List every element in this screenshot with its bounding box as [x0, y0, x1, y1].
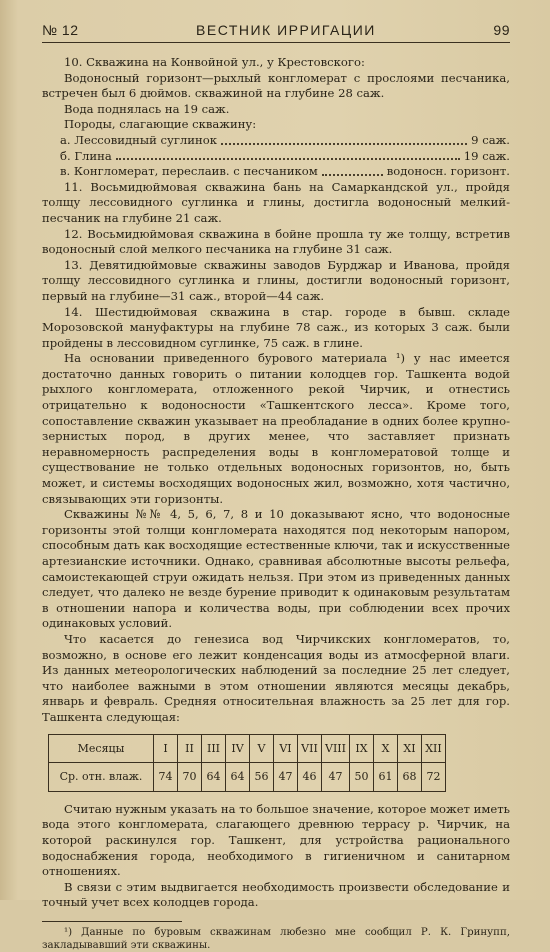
rock-label: в. Конгломерат, переслаив. с песчаником [60, 164, 318, 179]
dot-leader [221, 133, 467, 145]
issue-number: № 12 [42, 22, 79, 38]
month-cell: I [154, 734, 178, 763]
well-10-title: 10. Скважина на Конвойной ул., у Крестовского: [64, 55, 365, 69]
month-cell: V [250, 734, 274, 763]
humidity-cell: 72 [421, 763, 445, 792]
humidity-cell: 56 [250, 763, 274, 792]
paragraph-well-12: 12. Восьмидюймовая скважина в бойне прошла ту же толщу, встретив водоносный слой мелкого песчаника на глубине 31 саж. [42, 226, 510, 257]
journal-title: ВЕСТНИК ИРРИГАЦИИ [196, 22, 376, 38]
humidity-cell: 61 [373, 763, 397, 792]
rock-value: водоносн. горизонт. [386, 164, 510, 179]
month-cell: II [178, 734, 202, 763]
article-body [42, 55, 510, 952]
running-header [42, 22, 510, 43]
humidity-cell: 47 [274, 763, 298, 792]
paragraph-basis: На основании приведенного бурового материала ¹) у нас имеется достаточно данных говорить о питании колодцев гор. Ташкента водой рыхлого конгломерата, отложенного рекой Чирчик, и отнестись отрицательно к водоносности «Ташкентского лесса». Кроме того, сопоставление скважин указывает на преобладание в одних более крупно-зернистых пород, в других менее, что заставляет признать неравномерность распределения воды в конгломератовой толще и существование не только отдельных водоносных горизонтов, но, быть может, и системы восходящих водоносных жил, возможно, хотя частично, связывающих эти горизонты. [42, 351, 510, 506]
humidity-cell: 64 [226, 763, 250, 792]
humidity-cell: 64 [202, 763, 226, 792]
rock-label: а. Лессовидный суглинок [60, 132, 217, 147]
month-cell: III [202, 734, 226, 763]
month-cell: IV [226, 734, 250, 763]
page-number: 99 [493, 22, 510, 38]
humidity-cell: 68 [397, 763, 421, 792]
paragraph-well-11: 11. Восьмидюймовая скважина бань на Самаркандской ул., пройдя толщу лессовидного суглинка и глины, достигла водоносный мелкий-песчаник на глубине 21 саж. [42, 179, 510, 225]
rock-row-b [42, 149, 510, 165]
paragraph-importance: Считаю нужным указать на то большое значение, которое может иметь вода этого конгломерата, слагающего древнюю террасу р. Чирчик, на которой раскинулся гор. Ташкент, для устройства рационального водоснабжения города, необходимого в гигиеничном и санитарном отношениях. [42, 801, 510, 879]
month-cell: VIII [322, 734, 350, 763]
month-cell: X [373, 734, 397, 763]
rock-row-a [42, 133, 510, 149]
footnote-rule [42, 921, 182, 922]
well-10-rocks-title: Породы, слагающие скважину: [64, 117, 257, 132]
months-label: Месяцы [49, 734, 154, 763]
footnote: ¹) Данные по буровым скважинам любезно мне сообщил Р. К. Гринупп, закладывавший эти скважины. [42, 926, 510, 951]
rock-value: 9 саж. [471, 132, 510, 147]
humidity-label: Ср. отн. влаж. [49, 763, 154, 792]
rock-label: б. Глина [60, 148, 112, 163]
month-cell: XI [397, 734, 421, 763]
month-cell: XII [421, 734, 445, 763]
humidity-cell: 74 [154, 763, 178, 792]
paragraph-well-13: 13. Девятидюймовые скважины заводов Бурджар и Иванова, пройдя толщу лессовидного суглинка и глины, достигли водоносный горизонт, первый на глубине—31 саж., второй—44 саж. [42, 257, 510, 303]
well-10-text: Водоносный горизонт—рыхлый конгломерат с прослоями песчаника, встречен был 6 дюймов. скважиной на глубине 28 саж. [42, 70, 510, 101]
dot-leader [116, 149, 460, 161]
dot-leader [322, 164, 383, 176]
humidity-cell: 47 [322, 763, 350, 792]
humidity-cell: 46 [298, 763, 322, 792]
paragraph-well-14: 14. Шестидюймовая скважина в стар. городе в бывш. складе Морозовской мануфактуры на глубине 78 саж., из которых 3 саж. были пройдены в лессовидном суглинке, 75 саж. в глине. [42, 304, 510, 350]
months-row [49, 734, 446, 763]
humidity-cell: 50 [349, 763, 373, 792]
humidity-row [49, 763, 446, 792]
paragraph-wells-proof: Скважины №№ 4, 5, 6, 7, 8 и 10 доказывают ясно, что водоносные горизонты этой толщи конгломерата находятся под некоторым напором, способным дать как восходящие естественные ключи, так и искусственные артезианские источники. Однако, сравнивая абсолютные высоты рельефа, самоистекающей струи ожидать нельзя. При этом из приведенных данных следует, что далеко не везде бурение приводит к одинаковым результатам в отношении напора и количества воды, при соблюдении всех прочих одинаковых условий. [42, 507, 510, 631]
paragraph-genesis: Что касается до генезиса вод Чирчикских конгломератов, то, возможно, в основе его лежит конденсация воды из атмосферной влаги. Из данных метеорологических наблюдений за последние 25 лет следует, что наиболее важными в этом отношении являются месяцы декабрь, январь и февраль. Средняя относительная влажность за 25 лет для гор. Ташкента следующая: [42, 631, 510, 724]
well-10-water: Вода поднялась на 19 саж. [64, 101, 230, 116]
paragraph-need: В связи с этим выдвигается необходимость произвести обследование и точный учет всех колодцев города. [42, 879, 510, 910]
rock-value: 19 саж. [463, 148, 510, 163]
month-cell: VII [298, 734, 322, 763]
humidity-cell: 70 [178, 763, 202, 792]
month-cell: IX [349, 734, 373, 763]
humidity-table [48, 734, 446, 792]
rock-row-c [42, 164, 510, 180]
month-cell: VI [274, 734, 298, 763]
